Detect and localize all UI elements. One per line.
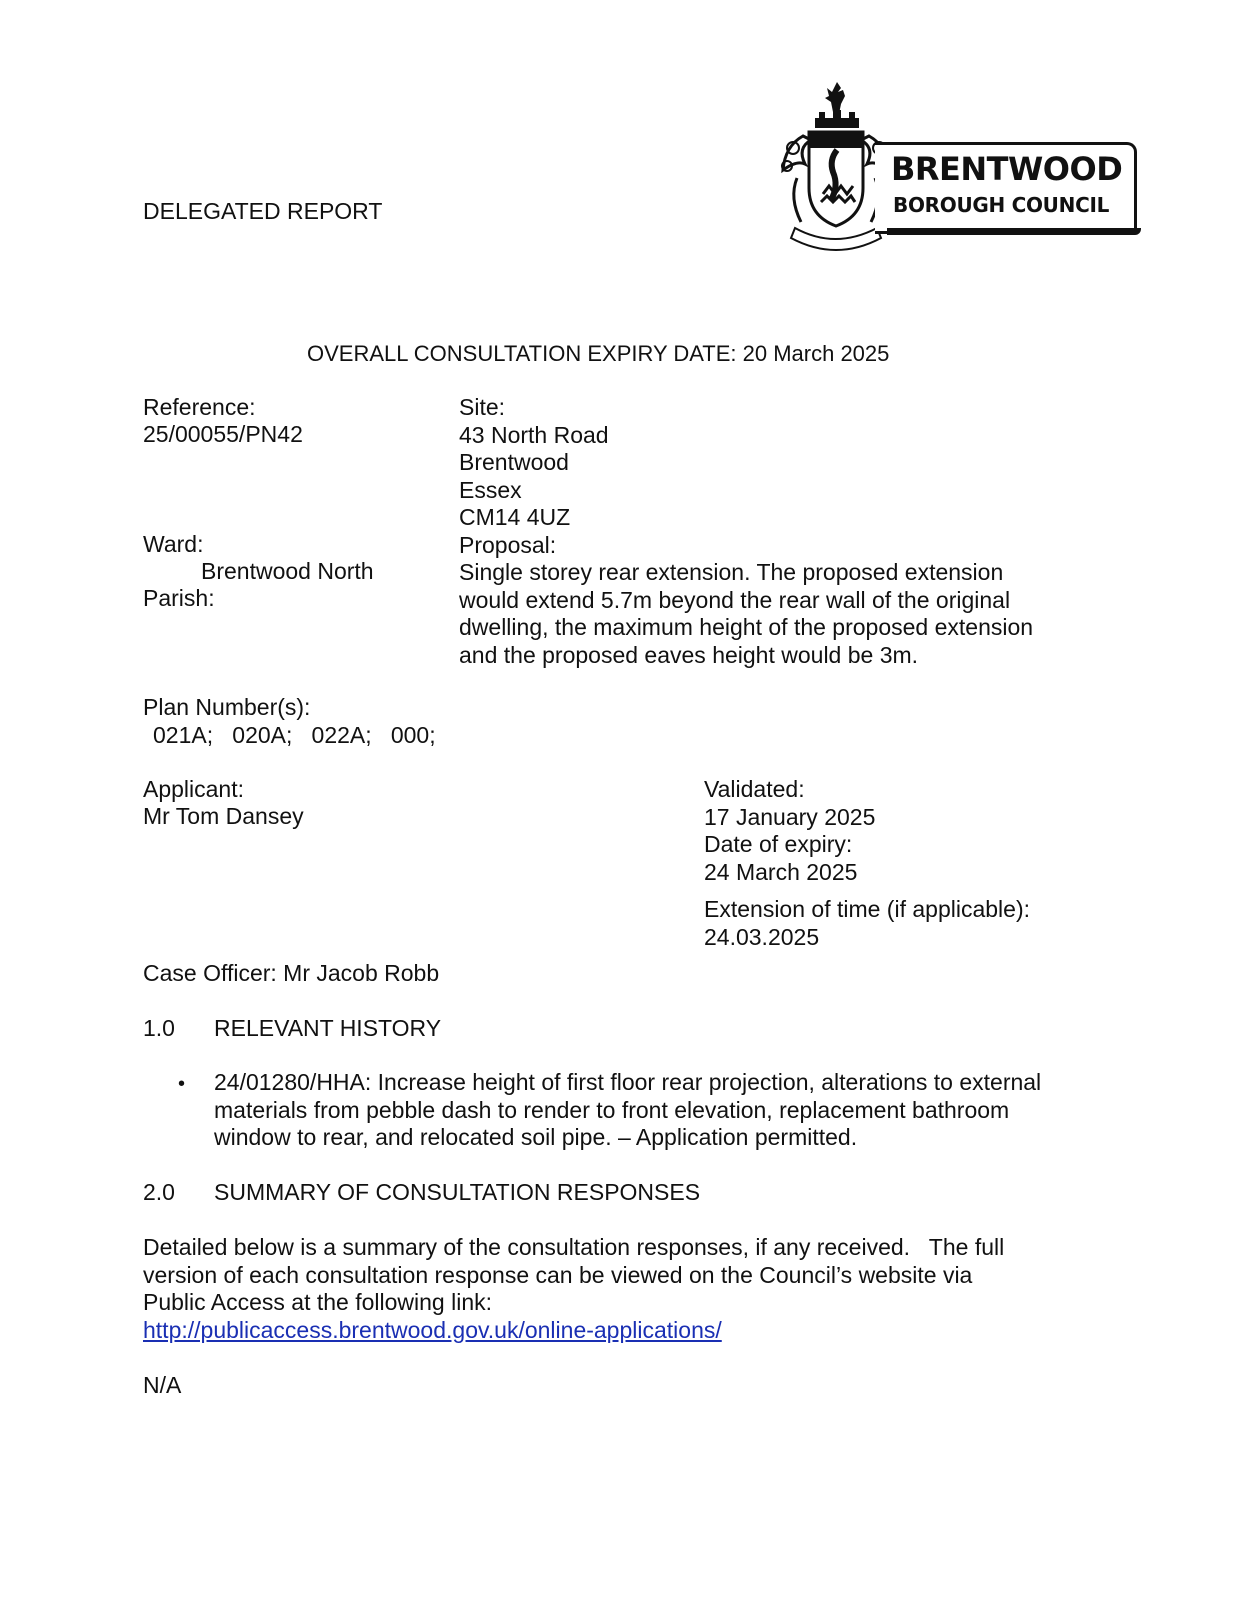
section2-paragraph — [143, 1234, 1004, 1344]
dates-block — [704, 776, 875, 886]
extension-block — [704, 896, 1030, 951]
section1-number: 1.0 — [143, 1015, 175, 1041]
section2-title: SUMMARY OF CONSULTATION RESPONSES — [214, 1179, 701, 1205]
plan-numbers-label: Plan Number(s): — [143, 694, 311, 720]
paragraph-line: version of each consultation response can be viewed on the Council’s website via — [143, 1261, 973, 1288]
section1-title: RELEVANT HISTORY — [214, 1015, 442, 1041]
ward-value: Brentwood North — [201, 558, 374, 584]
ward-label: Ward: — [143, 531, 204, 557]
proposal-line: would extend 5.7m beyond the rear wall of the original — [459, 586, 1011, 613]
parish-label: Parish: — [143, 585, 215, 611]
site-label: Site: — [459, 394, 506, 420]
section2-number: 2.0 — [143, 1179, 175, 1205]
proposal-line: Single storey rear extension. The proposed extension — [459, 559, 1004, 585]
site-line: Essex — [459, 476, 522, 503]
site-block — [459, 394, 1033, 669]
expiry-value: 24 March 2025 — [704, 858, 858, 885]
expiry-label: Date of expiry: — [704, 831, 853, 857]
council-logo — [775, 78, 1147, 256]
paragraph-line: Detailed below is a summary of the consultation responses, if any received. The full — [143, 1234, 1005, 1260]
extension-label: Extension of time (if applicable): — [704, 896, 1030, 922]
history-line: window to rear, and relocated soil pipe. – Application permitted. — [214, 1124, 858, 1150]
history-item — [214, 1069, 1041, 1152]
proposal-line: dwelling, the maximum height of the proposed extension — [459, 614, 1034, 640]
validated-label: Validated: — [704, 776, 805, 802]
section2-na: N/A — [143, 1372, 182, 1398]
consultation-expiry: OVERALL CONSULTATION EXPIRY DATE: 20 March 2025 — [307, 341, 890, 366]
site-line: 43 North Road — [459, 421, 609, 448]
history-line: materials from pebble dash to render to front elevation, replacement bathroom — [214, 1096, 1010, 1123]
history-bullet: • — [178, 1073, 186, 1095]
history-line: 24/01280/HHA: Increase height of first floor rear projection, alterations to external — [214, 1069, 1042, 1095]
extension-value: 24.03.2025 — [704, 923, 820, 950]
validated-value: 17 January 2025 — [704, 803, 876, 830]
report-type: DELEGATED REPORT — [143, 198, 383, 224]
paragraph-line: Public Access at the following link: — [143, 1289, 493, 1315]
applicant-label: Applicant: — [143, 776, 245, 802]
site-line: Brentwood — [459, 449, 569, 475]
council-name: BRENTWOOD — [891, 150, 1123, 188]
proposal-line: and the proposed eaves height would be 3m. — [459, 641, 919, 668]
applicant-value: Mr Tom Dansey — [143, 803, 304, 829]
case-officer: Case Officer: Mr Jacob Robb — [143, 960, 440, 986]
proposal-label: Proposal: — [459, 531, 557, 558]
reference-value: 25/00055/PN42 — [143, 421, 303, 447]
plan-numbers-value: 021A; 020A; 022A; 000; — [153, 722, 436, 748]
logo-frame-shadow — [887, 228, 1141, 235]
site-line: CM14 4UZ — [459, 504, 571, 530]
council-subname: BOROUGH COUNCIL — [893, 193, 1110, 217]
reference-label: Reference: — [143, 394, 256, 420]
public-access-link[interactable]: http://publicaccess.brentwood.gov.uk/online-applications/ — [143, 1316, 722, 1343]
